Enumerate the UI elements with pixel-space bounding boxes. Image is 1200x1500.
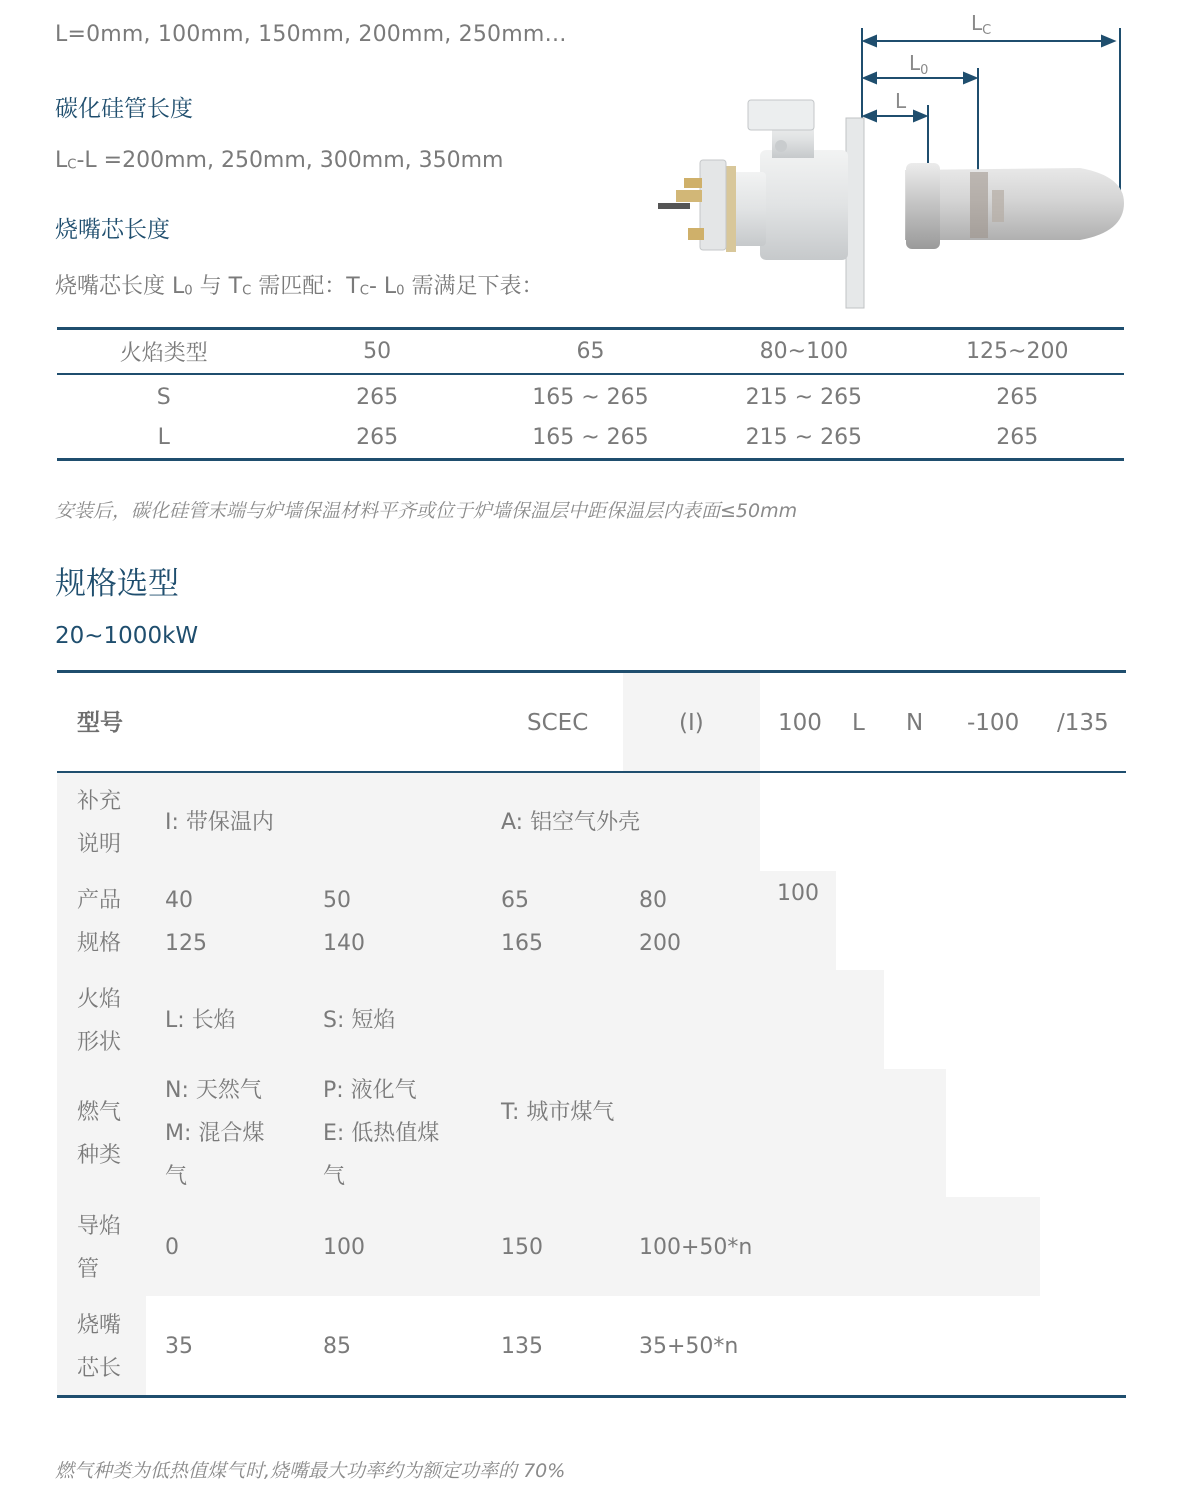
core-value: 35 (165, 1334, 193, 1359)
supplement-insulation: I: 带保温内 (165, 810, 274, 835)
table-cell: 265 (996, 385, 1039, 410)
pilot-value: 150 (501, 1235, 543, 1260)
table-top-rule (57, 670, 1126, 673)
header-model: 型号 (77, 710, 123, 736)
header-size-50: 50 (270, 329, 483, 374)
table-row (57, 374, 1124, 417)
gas-natural: N: 天然气 (165, 1078, 262, 1103)
header-pilot: -100 (967, 710, 1020, 736)
table-row (57, 417, 1124, 460)
table-cell: 265 (356, 385, 399, 410)
size-value: 140 (323, 931, 365, 956)
table-cell: S (156, 385, 171, 410)
size-value: 80 (639, 888, 667, 913)
size-example: 100 (777, 881, 819, 906)
l-values-text: L=0mm, 100mm, 150mm, 200mm, 250mm… (55, 22, 567, 47)
core-requirement-text: 烧嘴芯长度 L0 与 TC 需匹配：TC- L0 需满足下表： (55, 274, 544, 299)
sic-length-heading: 碳化硅管长度 (55, 96, 193, 122)
row-shade-supplement (57, 772, 760, 871)
l-dimension-label: L (895, 89, 907, 113)
pilot-value: 0 (165, 1235, 179, 1260)
header-scec: SCEC (527, 710, 589, 736)
flame-short: S: 短焰 (323, 1008, 396, 1033)
burner-diagram (640, 0, 1200, 320)
size-value: 40 (165, 888, 193, 913)
core-label: 烧嘴芯长 (77, 1313, 122, 1381)
size-value: 165 (501, 931, 543, 956)
selection-title: 规格选型 (55, 566, 179, 602)
core-value: 35+50*n (639, 1334, 739, 1359)
table-cell: 215 ~ 265 (745, 424, 863, 450)
supplement-aluminum: A: 铝空气外壳 (501, 810, 641, 835)
size-label: 产品规格 (77, 888, 122, 956)
lc-values-text: LC-L =200mm, 250mm, 300mm, 350mm (55, 148, 504, 173)
table-cell: 215 ~ 265 (745, 385, 863, 410)
table-bottom-rule (57, 1395, 1126, 1398)
flame-long: L: 长焰 (165, 1008, 236, 1033)
table-cell: 265 (356, 424, 399, 450)
gas-label: 燃气种类 (77, 1100, 122, 1168)
burner-body-image (658, 100, 848, 260)
core-value: 135 (501, 1334, 543, 1359)
table-cell: 165 ~ 265 (532, 424, 649, 450)
table-header-rule (57, 771, 1126, 773)
size-value: 125 (165, 931, 207, 956)
header-flame: L (852, 710, 865, 736)
pilot-value: 100+50*n (639, 1235, 753, 1260)
gas-low-heat: E: 低热值煤 (323, 1121, 440, 1146)
flame-length-table (57, 327, 1124, 461)
header-gas: N (906, 710, 924, 736)
pilot-value: 100 (323, 1235, 365, 1260)
header-core: /135 (1057, 710, 1109, 736)
lc-dimension-label: $L_C$ (971, 11, 992, 38)
core-length-heading: 烧嘴芯长度 (55, 217, 170, 243)
power-range: 20~1000kW (55, 623, 199, 649)
gas-low-heat-cont: 气 (323, 1164, 346, 1189)
gas-city: T: 城市煤气 (501, 1100, 615, 1125)
table-cell: 265 (996, 424, 1039, 450)
gas-lpg: P: 液化气 (323, 1078, 417, 1103)
supplement-label: 补充说明 (77, 789, 122, 857)
core-value: 85 (323, 1334, 351, 1359)
header-size-80-100: 80~100 (697, 329, 910, 374)
row-shade-pilot (57, 1197, 1040, 1296)
header-size-65: 65 (484, 329, 697, 374)
flange-ring-image (906, 163, 940, 249)
size-value: 50 (323, 888, 351, 913)
table-cell: L (157, 424, 170, 450)
flame-label: 火焰形状 (77, 987, 122, 1055)
spec-selection-table (57, 670, 1126, 1398)
gas-mixed: M: 混合煤 (165, 1121, 265, 1146)
table-header-row (57, 329, 1124, 374)
table-cell: 165 ~ 265 (532, 385, 649, 410)
mounting-flange-image (846, 118, 864, 308)
header-insulation: (I) (679, 710, 704, 736)
l0-dimension-label: $L_0$ (909, 51, 929, 78)
header-size: 100 (778, 710, 822, 736)
size-value: 65 (501, 888, 529, 913)
header-size-125-200: 125~200 (911, 329, 1124, 374)
header-flame-type: 火焰类型 (57, 329, 270, 374)
size-value: 200 (639, 931, 681, 956)
footer-note: 燃气种类为低热值煤气时,烧嘴最大功率约为额定功率的 70% (55, 1460, 566, 1482)
gas-mixed-cont: 气 (165, 1164, 188, 1189)
install-note: 安装后，碳化硅管末端与炉墙保温材料平齐或位于炉墙保温层中距保温层内表面≤50mm (55, 500, 798, 522)
pilot-label: 导焰管 (77, 1214, 122, 1282)
